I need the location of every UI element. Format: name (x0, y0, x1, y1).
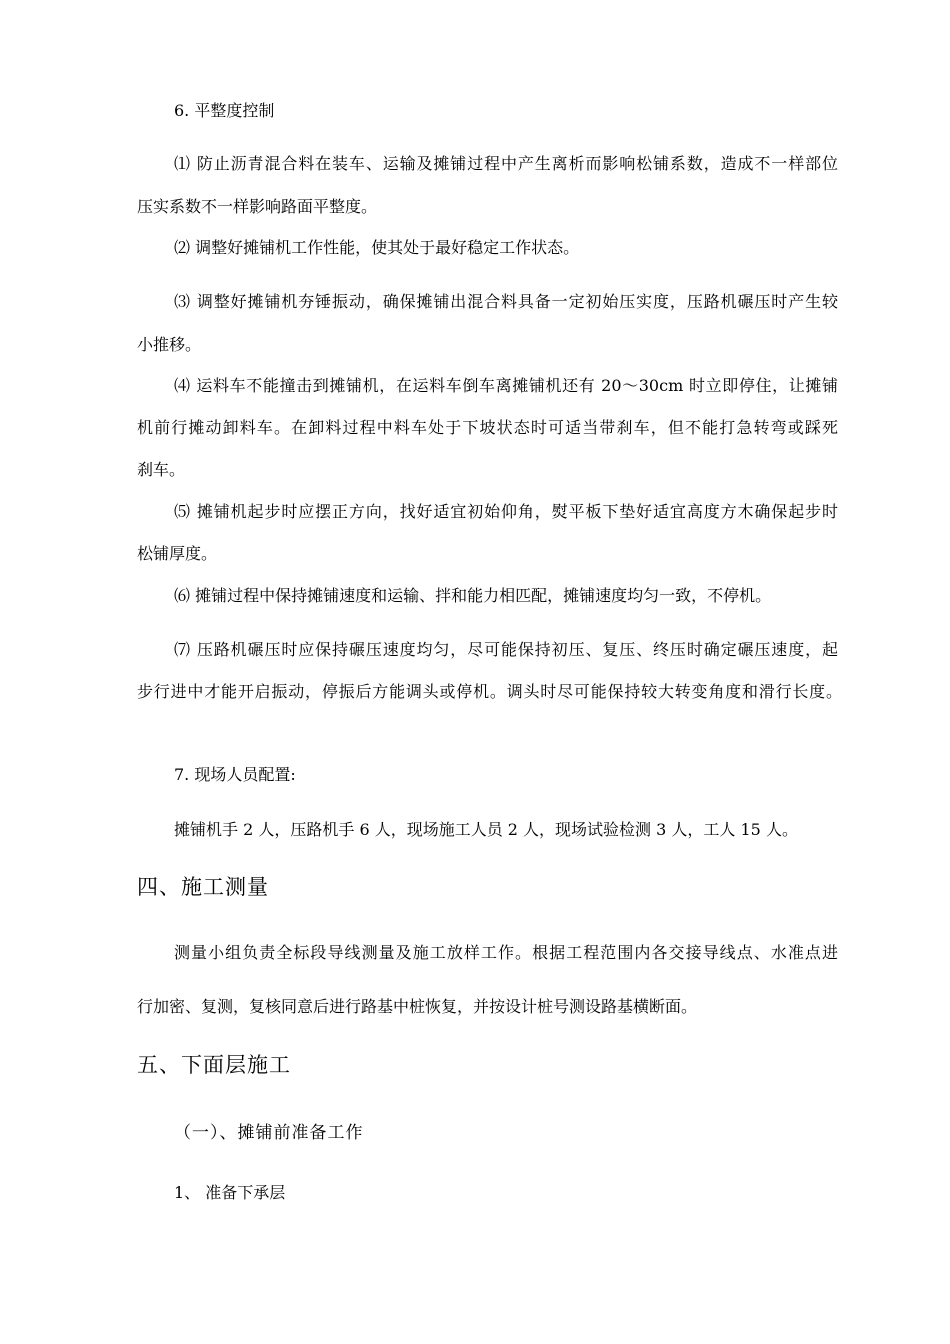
section-5-subheading-1: （一）、摊铺前准备工作 (174, 1123, 364, 1143)
item6-paragraph-7-line-1: ⑺ 压路机碾压时应保持碾压速度均匀，尽可能保持初压、复压、终压时确定碾压速度，起 (174, 640, 838, 659)
item6-paragraph-4-line-2: 机前行摊动卸料车。在卸料过程中料车处于下坡状态时可适当带刹车，但不能打急转弯或踩死 (137, 418, 838, 437)
section-4-heading: 四、施工测量 (137, 875, 269, 899)
item6-title: 6. 平整度控制 (174, 101, 275, 120)
item6-paragraph-6: ⑹ 摊铺过程中保持摊铺速度和运输、拌和能力相匹配，摊铺速度均匀一致，不停机。 (174, 586, 772, 605)
section-5-heading: 五、下面层施工 (137, 1053, 291, 1077)
item6-paragraph-5-line-1: ⑸ 摊铺机起步时应摆正方向，找好适宜初始仰角，熨平板下垫好适宜高度方木确保起步时 (174, 502, 838, 521)
item6-paragraph-4-line-3: 刹车。 (137, 460, 186, 479)
item6-paragraph-3-line-1: ⑶ 调整好摊铺机夯锤振动，确保摊铺出混合料具备一定初始压实度，压路机碾压时产生较 (174, 292, 838, 311)
item6-paragraph-1-line-1: ⑴ 防止沥青混合料在装车、运输及摊铺过程中产生离析而影响松铺系数，造成不一样部位 (174, 154, 838, 173)
item6-paragraph-5-line-2: 松铺厚度。 (137, 544, 218, 563)
item6-paragraph-3-line-2: 小推移。 (137, 335, 202, 354)
item6-paragraph-1-line-2: 压实系数不一样影响路面平整度。 (137, 197, 378, 216)
item6-paragraph-4-line-1: ⑷ 运料车不能撞击到摊铺机，在运料车倒车离摊铺机还有 20～30cm 时立即停住，让摊铺 (174, 376, 838, 395)
item6-paragraph-7-line-2: 步行进中才能开启振动，停振后方能调头或停机。调头时尽可能保持较大转变角度和滑行长度。 (137, 682, 842, 701)
section-4-paragraph-line-2: 行加密、复测，复核同意后进行路基中桩恢复，并按设计桩号测设路基横断面。 (137, 997, 698, 1016)
section-4-paragraph-line-1: 测量小组负责全标段导线测量及施工放样工作。根据工程范围内各交接导线点、水准点进 (174, 943, 838, 962)
item7-title: 7. 现场人员配置: (174, 765, 296, 784)
item6-paragraph-2: ⑵ 调整好摊铺机工作性能，使其处于最好稳定工作状态。 (174, 238, 580, 257)
item7-staff-text: 摊铺机手 2 人，压路机手 6 人，现场施工人员 2 人，现场试验检测 3 人，工人 15 人。 (174, 820, 798, 839)
section-5-item-1: 1、 准备下承层 (174, 1183, 286, 1202)
